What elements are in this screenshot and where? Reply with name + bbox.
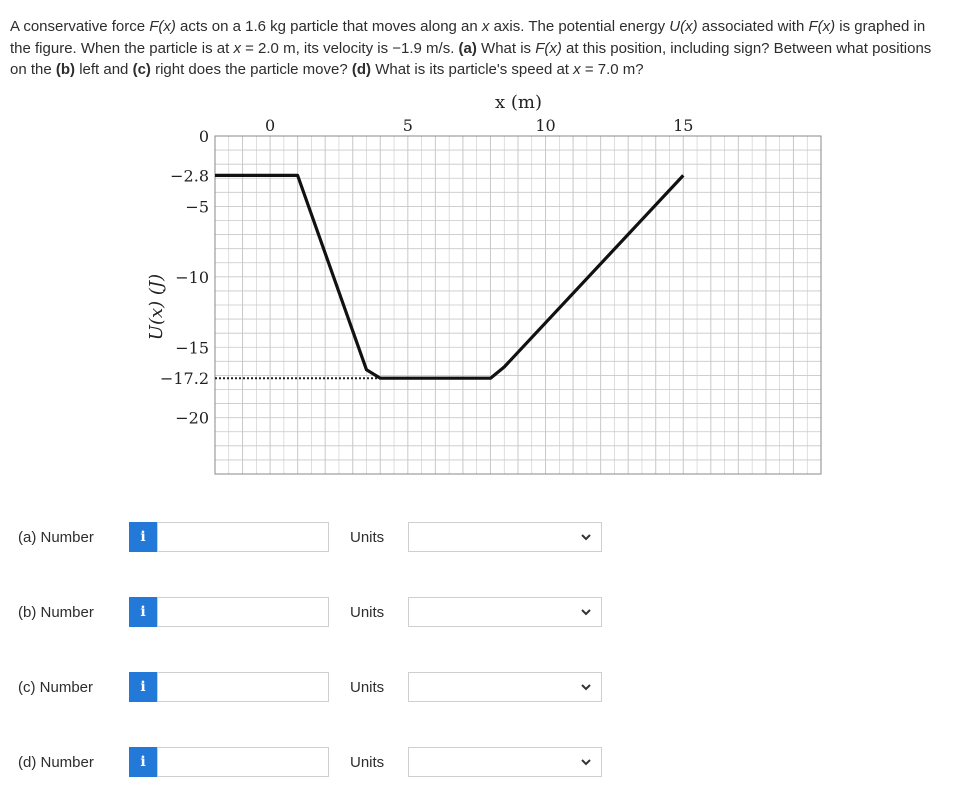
info-icon[interactable]: i — [129, 747, 157, 777]
info-icon[interactable]: i — [129, 672, 157, 702]
units-dropdown-d[interactable] — [408, 747, 602, 777]
x-tick-label: 15 — [673, 116, 694, 135]
chevron-down-icon — [579, 679, 593, 695]
chevron-down-icon — [579, 754, 593, 770]
units-dropdown-c[interactable] — [408, 672, 602, 702]
number-input-d[interactable] — [157, 747, 329, 777]
answer-row-c — [0, 670, 955, 704]
answer-row-b — [0, 595, 955, 629]
x-axis-title: x (m) — [495, 92, 543, 113]
y-tick-label: −15 — [175, 338, 209, 358]
units-dropdown-b[interactable] — [408, 597, 602, 627]
y-tick-label: 0 — [198, 127, 209, 146]
units-label: Units — [350, 529, 385, 546]
part-label: (b) Number — [18, 604, 94, 621]
y-tick-label: −5 — [185, 197, 209, 217]
y-tick-label: −10 — [175, 267, 209, 287]
number-input-b[interactable] — [157, 597, 329, 627]
info-icon[interactable]: i — [129, 522, 157, 552]
part-label: (a) Number — [18, 529, 94, 546]
problem-statement: A conservative force F(x) acts on a 1.6 kg particle that moves along an x axis. The potential energy U(x) associated with F(x) is graphed in the figure. When the particle is at x = 2.0 m, its velocity is −1.9 m/s. (a) What is F(x) at this position, including sign? Between what positions on the (b) left and (c) right does the particle move? (d) What is its particle's speed at x = 7.0 m? — [10, 18, 932, 78]
y-tick-label: −17.2 — [159, 369, 209, 389]
units-label: Units — [350, 754, 385, 771]
x-tick-label: 10 — [535, 116, 556, 135]
units-dropdown-a[interactable] — [408, 522, 602, 552]
units-label: Units — [350, 679, 385, 696]
info-icon[interactable]: i — [129, 597, 157, 627]
answer-row-d — [0, 745, 955, 779]
chevron-down-icon — [579, 604, 593, 620]
x-tick-label: 5 — [402, 116, 413, 135]
answer-row-a — [0, 520, 955, 554]
number-input-c[interactable] — [157, 672, 329, 702]
y-axis-title: U(x) (J) — [146, 273, 167, 341]
x-tick-label: 0 — [264, 116, 276, 135]
units-label: Units — [350, 604, 385, 621]
part-label: (c) Number — [18, 679, 94, 696]
chevron-down-icon — [579, 529, 593, 545]
y-tick-label: −2.8 — [170, 166, 209, 186]
number-input-a[interactable] — [157, 522, 329, 552]
part-label: (d) Number — [18, 754, 94, 771]
y-tick-label: −20 — [175, 408, 209, 428]
